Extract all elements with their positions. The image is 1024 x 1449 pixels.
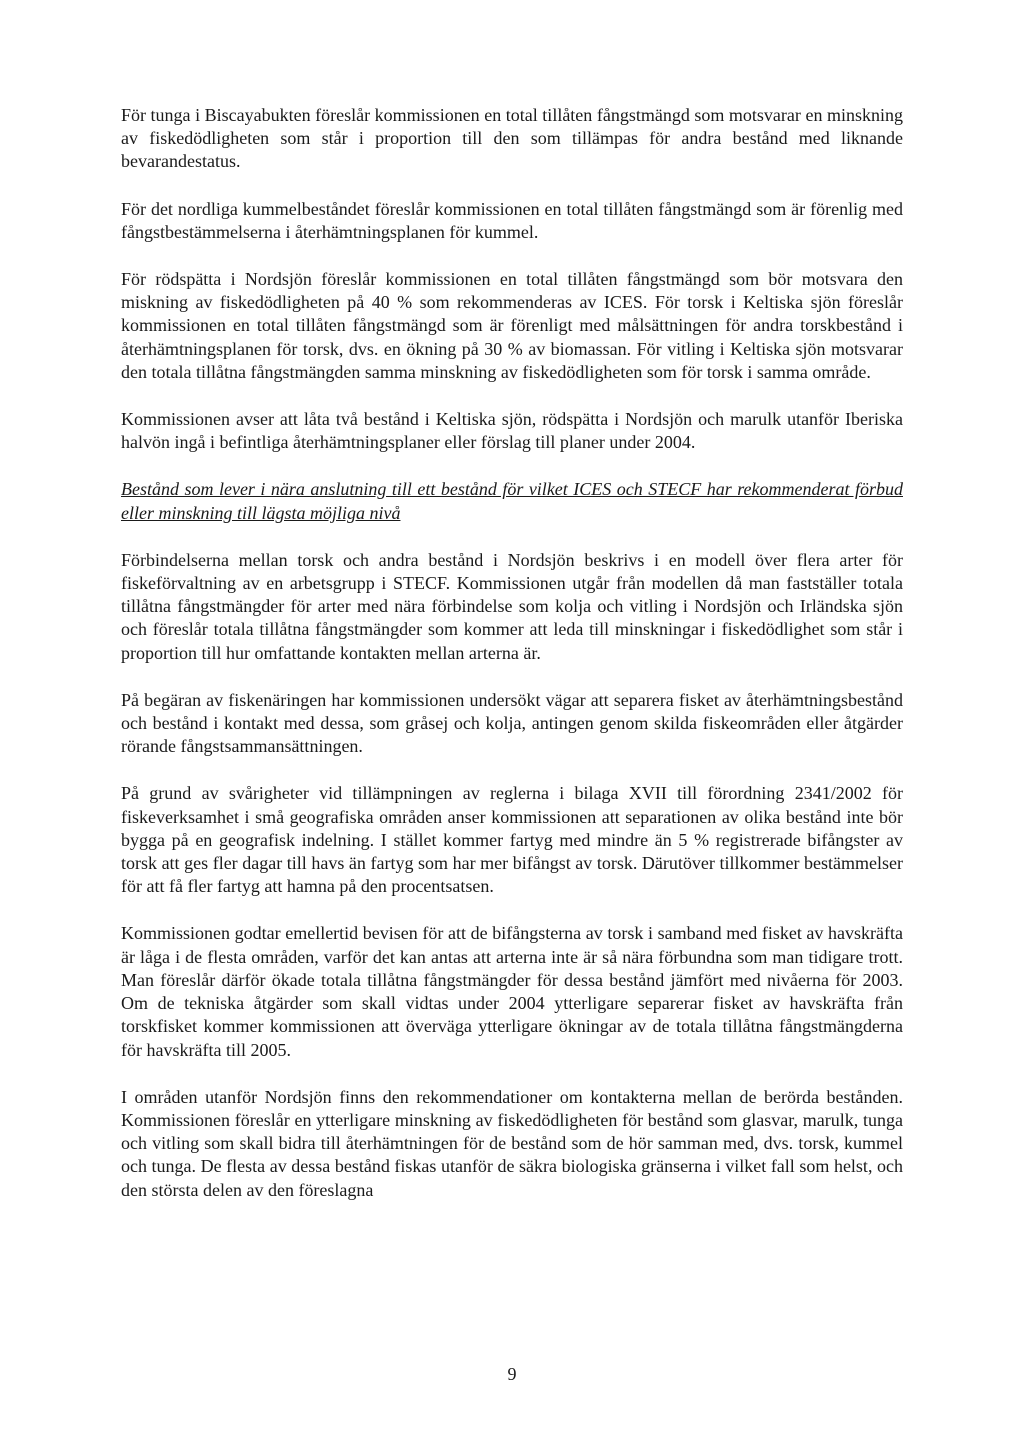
paragraph-sole-biscay: För tunga i Biscayabukten föreslår kommissionen en total tillåten fångstmängd som motsvarar en minskning av fiskedödligheten som står i proportion till den som tillämpas för andra bestånd med liknande bevarandestatus.	[121, 105, 903, 172]
paragraph-plaice-cod-whiting: För rödspätta i Nordsjön föreslår kommissionen en total tillåten fångstmängd som bör motsvara den miskning av fiskedödligheten på 40 % som rekommenderas av ICES. För torsk i Keltiska sjön föreslår kommissionen en total tillåten fångstmängd som är förenligt med målsättningen för andra torskbestånd i återhämtningsplanen för torsk, dvs. en ökning på 30 % av biomassan. För vitling i Keltiska sjön motsvarar den totala tillåtna fångstmängden samma minskning av fiskedödligheten som för torsk i samma område.	[121, 269, 903, 382]
paragraph-outside-north-sea: I områden utanför Nordsjön finns den rekommendationer om kontakterna mellan de berörda bestånden. Kommissionen föreslår en ytterligare minskning av fiskedödligheten för bestånd som glasvar, marulk, tunga och vitling som skall bidra till återhämtningen för de bestånd som de hör samman med, dvs. torsk, kummel och tunga. De flesta av dessa bestånd fiskas utanför de säkra biologiska gränserna i vilket fall som helst, och den största delen av den föreslagna	[121, 1086, 903, 1200]
document-body	[121, 104, 903, 1226]
paragraph-northern-hake: För det nordliga kummelbeståndet föreslår kommissionen en total tillåten fångstmängd som är förenlig med fångstbestämmelserna i återhämtningsplanen för kummel.	[121, 198, 903, 242]
paragraph-recovery-plans: Kommissionen avser att låta två bestånd i Keltiska sjön, rödspätta i Nordsjön och marulk utanför Iberiska halvön ingå i befintliga återhämtningsplaner eller förslag till planer under 2004.	[121, 409, 903, 453]
paragraph-nephrops-bycatch: Kommissionen godtar emellertid bevisen för att de bifångsterna av torsk i samband med fisket av havskräfta är låga i de flesta områden, varför det kan antas att arterna inte är så nära förbundna som man tidigare trott. Man föreslår därför ökade totala tillåtna fångstmängder för dessa bestånd jämfört med nivåerna för 2003. Om de tekniska åtgärder som skall vidtas under 2004 ytterligare separerar fisket av havskräfta från torskfisket kommer kommissionen att överväga ytterligare ökningar av de totala tillåtna fångstmängderna för havskräfta till 2005.	[121, 923, 903, 1060]
paragraph-geographic-difficulties: På grund av svårigheter vid tillämpningen av reglerna i bilaga XVII till förordning 2341/2002 för fiskeverksamhet i små geografiska områden anser kommissionen att separationen av olika bestånd inte bör bygga på en geografisk indelning. I stället kommer fartyg med mindre än 5 % registrerade bifångster av torsk att ges fler dagar till havs än fartyg som har mer bifångst av torsk. Därutöver tillkommer bestämmelser för att få fler fartyg att hamna på den procentsatsen.	[121, 783, 903, 897]
section-heading: Bestånd som lever i nära anslutning till ett bestånd för vilket ICES och STECF har rekommenderat förbud eller minskning till lägsta möjliga nivå	[121, 479, 903, 523]
page-number: 9	[507, 1364, 517, 1384]
paragraph-separation-request: På begäran av fiskenäringen har kommissionen undersökt vägar att separera fisket av återhämtningsbestånd och bestånd i kontakt med dessa, som gråsej och kolja, antingen genom skilda fiskeområden eller åtgärder rörande fångstsammansättningen.	[121, 689, 903, 757]
paragraph-north-sea-model: Förbindelserna mellan torsk och andra bestånd i Nordsjön beskrivs i en modell över flera arter för fiskeförvaltning av en arbetsgrupp i STECF. Kommissionen utgår från modellen då man fastställer totala tillåtna fångstmängder för arter med nära förbindelse som kolja och vitling i Nordsjön och Irländska sjön och föreslår totala tillåtna fångstmängder som kommer att leda till minskningar i fiskedödlighet som står i proportion till hur omfattande kontakten mellan arterna är.	[121, 549, 903, 663]
